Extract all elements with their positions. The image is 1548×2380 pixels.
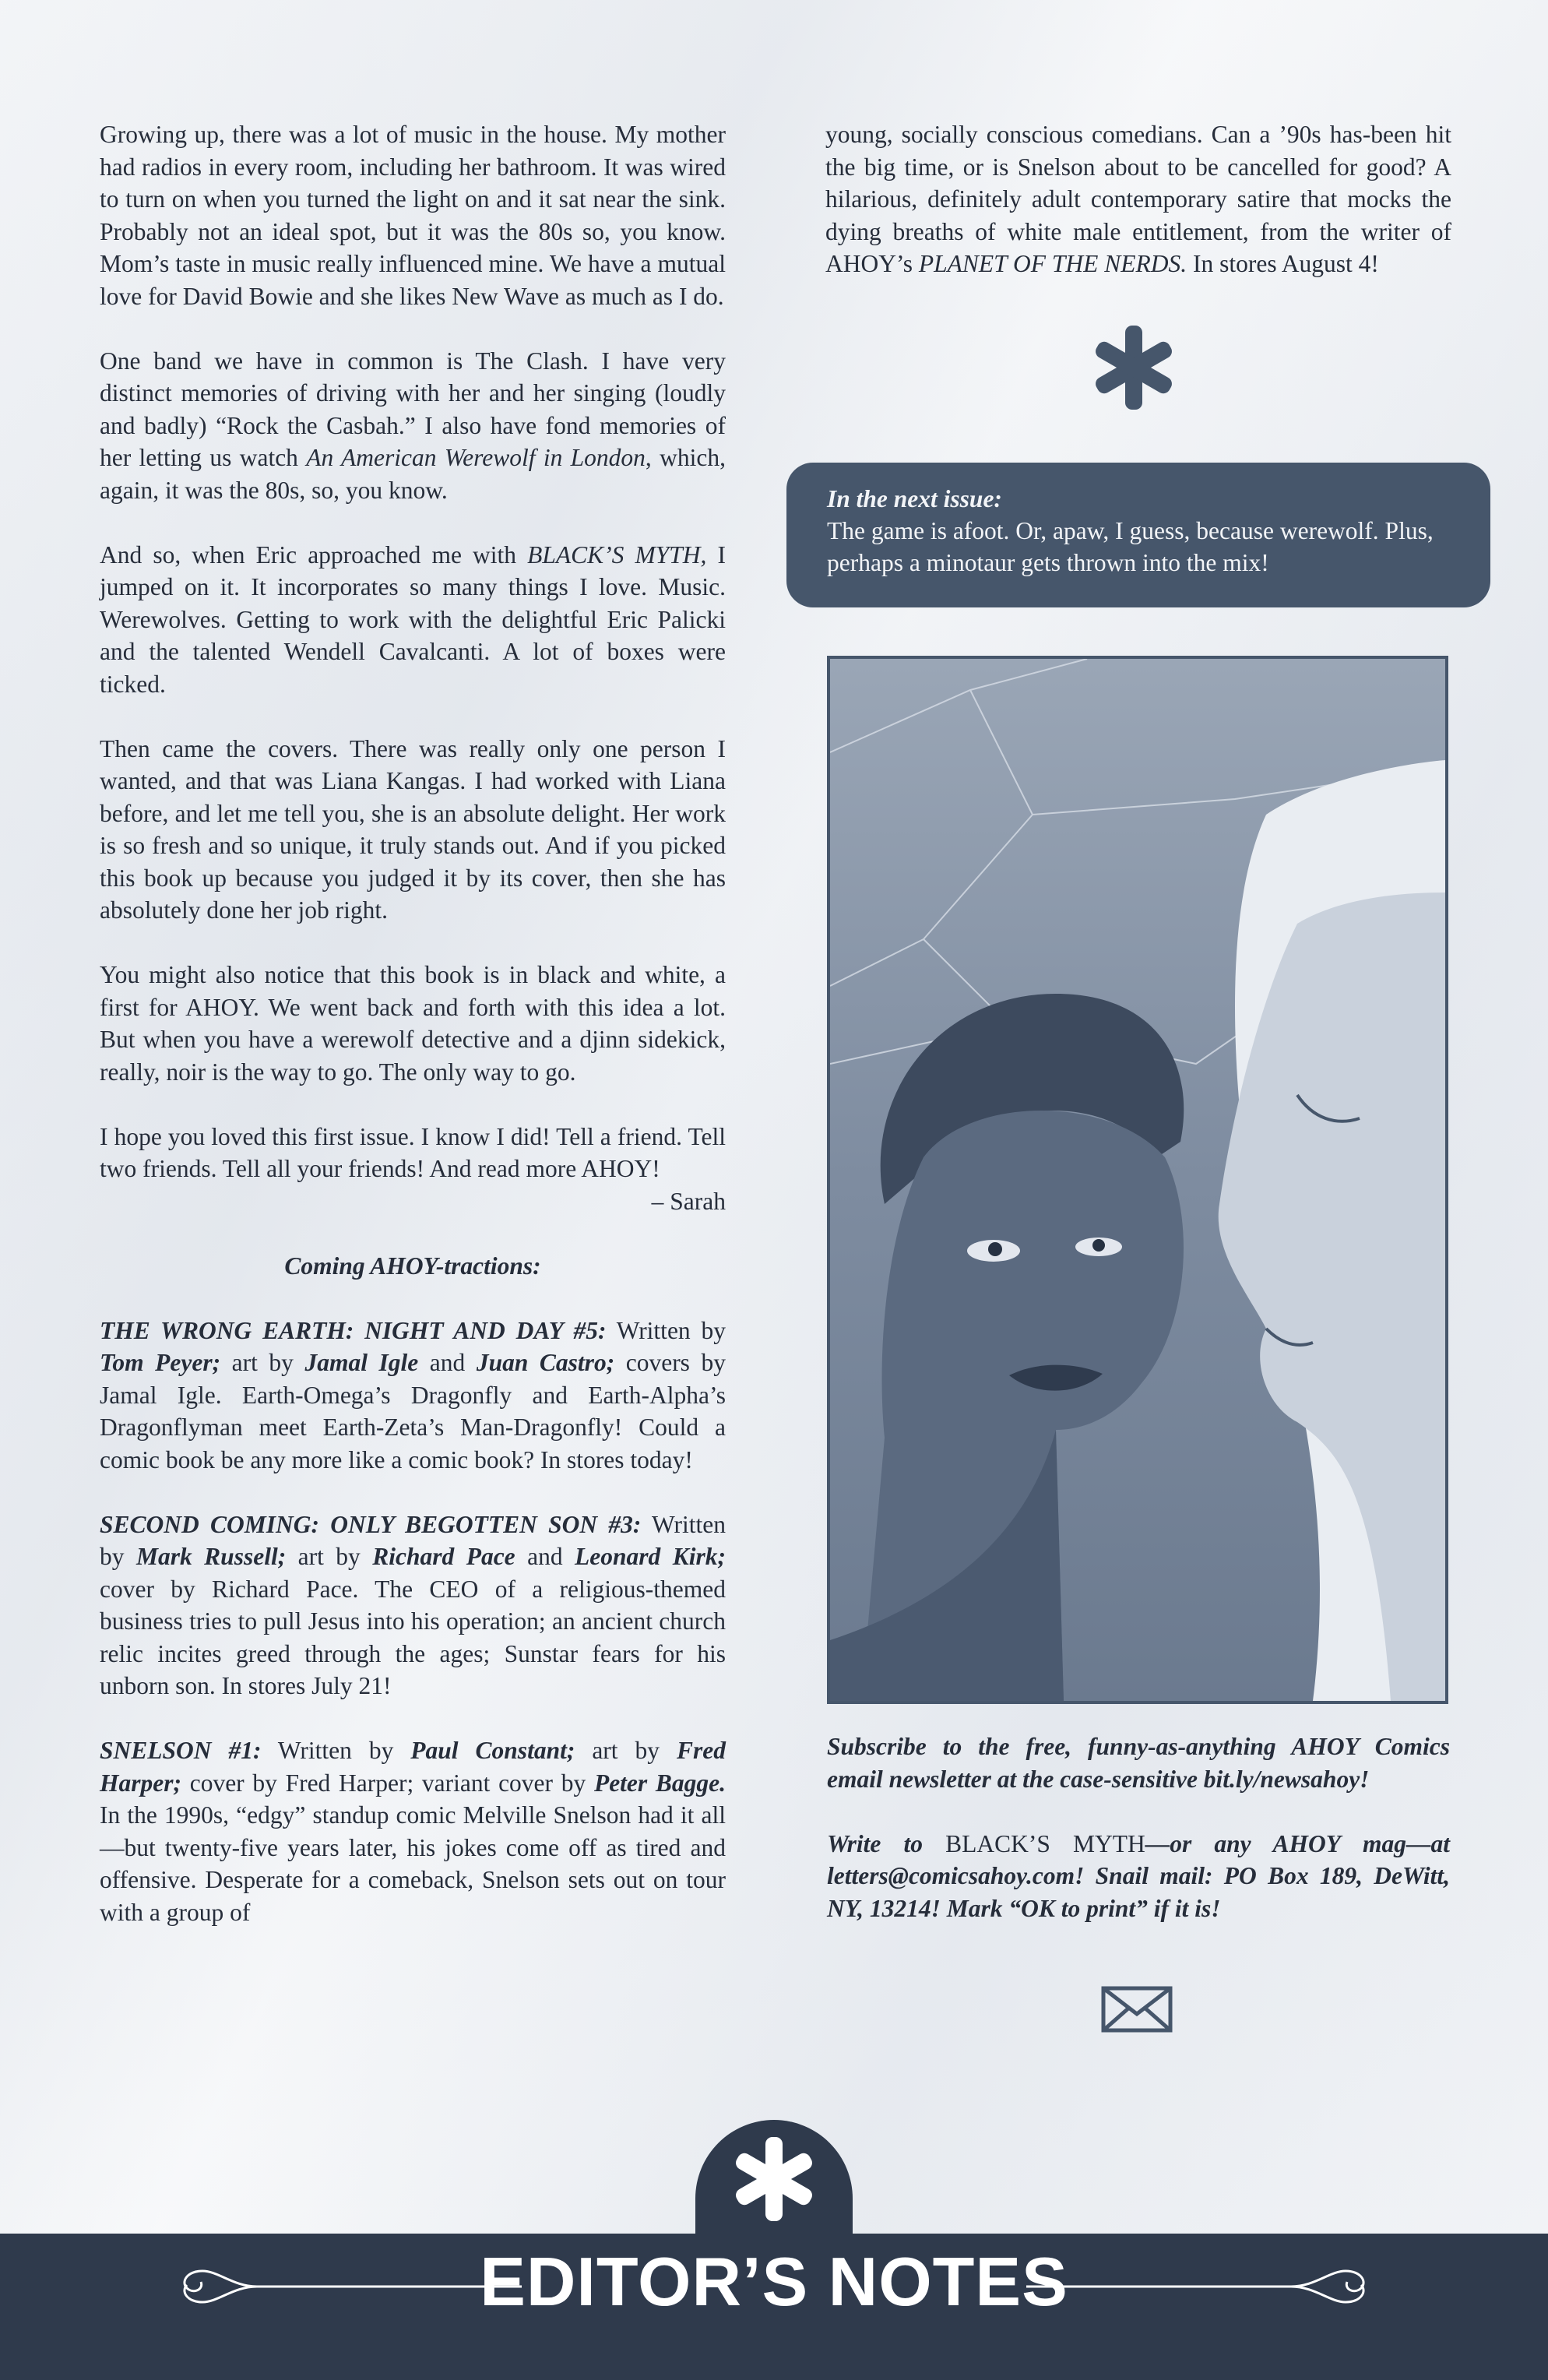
listing-wrong-earth: THE WRONG EARTH: NIGHT AND DAY #5: Written by Tom Peyer; art by Jamal Igle and Juan Castro; covers by Jamal Igle. Earth-Omega’s Dragonfly and Earth-Alpha’s Dragonflyman meet Earth-Zeta’s Man-Dragonfly! Could a comic book be any more like a comic book? In stores today!	[100, 1316, 726, 1473]
write-to-title: BLACK’S MYTH	[945, 1829, 1145, 1857]
signature: – Sarah	[651, 1187, 726, 1215]
next-issue-text: The game is afoot. Or, apaw, I guess, because werewolf. Plus, perhaps a minotaur gets thrown into the mix!	[827, 517, 1434, 576]
envelope-icon	[1101, 1986, 1173, 2033]
coming-heading: Coming AHOY-tractions:	[284, 1252, 541, 1280]
paragraph-closing: I hope you loved this first issue. I know I did! Tell a friend. Tell two friends. Tell all your friends! And read more AHOY!	[100, 1122, 726, 1182]
next-issue-label: In the next issue:	[827, 485, 1002, 512]
snelson-continued: young, socially conscious comedians. Can a ’90s has-been hit the big time, or is Snelson about to be cancelled for good? A hilarious, definitely adult contemporary satire that mocks the dying breaths of white male entitlement, from the writer of AHOY’s PLANET OF THE NERDS. In stores August 4!	[825, 121, 1451, 277]
paragraph-blacks-myth: And so, when Eric approached me with BLACK’S MYTH, I jumped on it. It incorporates so many things I love. Music. Werewolves. Getting to work with the delightful Eric Palicki and the talented Wendell Cavalcanti. A lot of boxes were ticked.	[100, 540, 726, 698]
book-title: BLACK’S MYTH,	[527, 540, 707, 569]
paragraph-covers: Then came the covers. There was really only one person I wanted, and that was Liana Kangas. I had worked with Liana before, and let me tell you, she is an absolute delight. Her work is so fresh and so unique, it truly stands out. And if you picked this book up because you judged it by its cover, then she has absolutely done her job right.	[100, 734, 726, 924]
planet-of-the-nerds-title: PLANET OF THE NERDS.	[918, 250, 1187, 277]
next-issue-box	[786, 463, 1490, 607]
footer-asterisk-icon	[727, 2132, 821, 2226]
paragraph-black-and-white: You might also notice that this book is in black and white, a first for AHOY. We went back and forth with this idea a lot. But when you have a werewolf detective and a djinn sidekick, really, noir is the way to go. The only way to go.	[100, 961, 726, 1086]
left-column	[100, 118, 726, 1961]
subscribe-text: Subscribe to the free, funny-as-anything AHOY Comics email newsletter at the case-sensitive bit.ly/newsahoy!	[827, 1733, 1450, 1793]
right-column	[825, 118, 1451, 312]
paragraph-clash: One band we have in common is The Clash. I have very distinct memories of driving with her and her singing (loudly and badly) “Rock the Casbah.” I also have fond memories of her letting us watch An American Werewolf in London, which, again, it was the 80s, so, you know.	[100, 347, 726, 504]
footer-title: EDITOR’S NOTES	[480, 2243, 1068, 2320]
right-flourish-icon	[1026, 2265, 1384, 2308]
listing-snelson: SNELSON #1: Written by Paul Constant; art by Fred Harper; cover by Fred Harper; variant cover by Peter Bagge. In the 1990s, “edgy” standup comic Melville Snelson had it all—but twenty-five years later, his jokes come off as tired and offensive. Desperate for a comeback, Snelson sets out on tour with a group of	[100, 1737, 726, 1926]
illustration-drawing	[830, 659, 1445, 1701]
cover-illustration	[827, 656, 1448, 1704]
film-title: An American Werewolf in London	[306, 444, 646, 471]
paragraph-music: Growing up, there was a lot of music in the house. My mother had radios in every room, including her bathroom. It was wired to turn on when you turned the light on and it sat near the sink. Probably not an ideal spot, but it was the 80s so, you know. Mom’s taste in music really influenced mine. We have a mutual love for David Bowie and she likes New Wave as much as I do.	[100, 121, 726, 310]
listing-second-coming: SECOND COMING: ONLY BEGOTTEN SON #3: Written by Mark Russell; art by Richard Pace and Leonard Kirk; cover by Richard Pace. The CEO of a religious-themed business tries to pull Jesus into his operation; an ancient church relic incites greed through the ages; Sunstar fears for his unborn son. In stores July 21!	[100, 1510, 726, 1699]
write-to-text: Write to BLACK’S MYTH—or any AHOY mag—at letters@comicsahoy.com! Snail mail: PO Box 189, DeWitt, NY, 13214! Mark “OK to print” if it is!	[827, 1829, 1450, 1922]
asterisk-icon	[1087, 321, 1180, 414]
subscribe-block	[827, 1730, 1450, 1957]
